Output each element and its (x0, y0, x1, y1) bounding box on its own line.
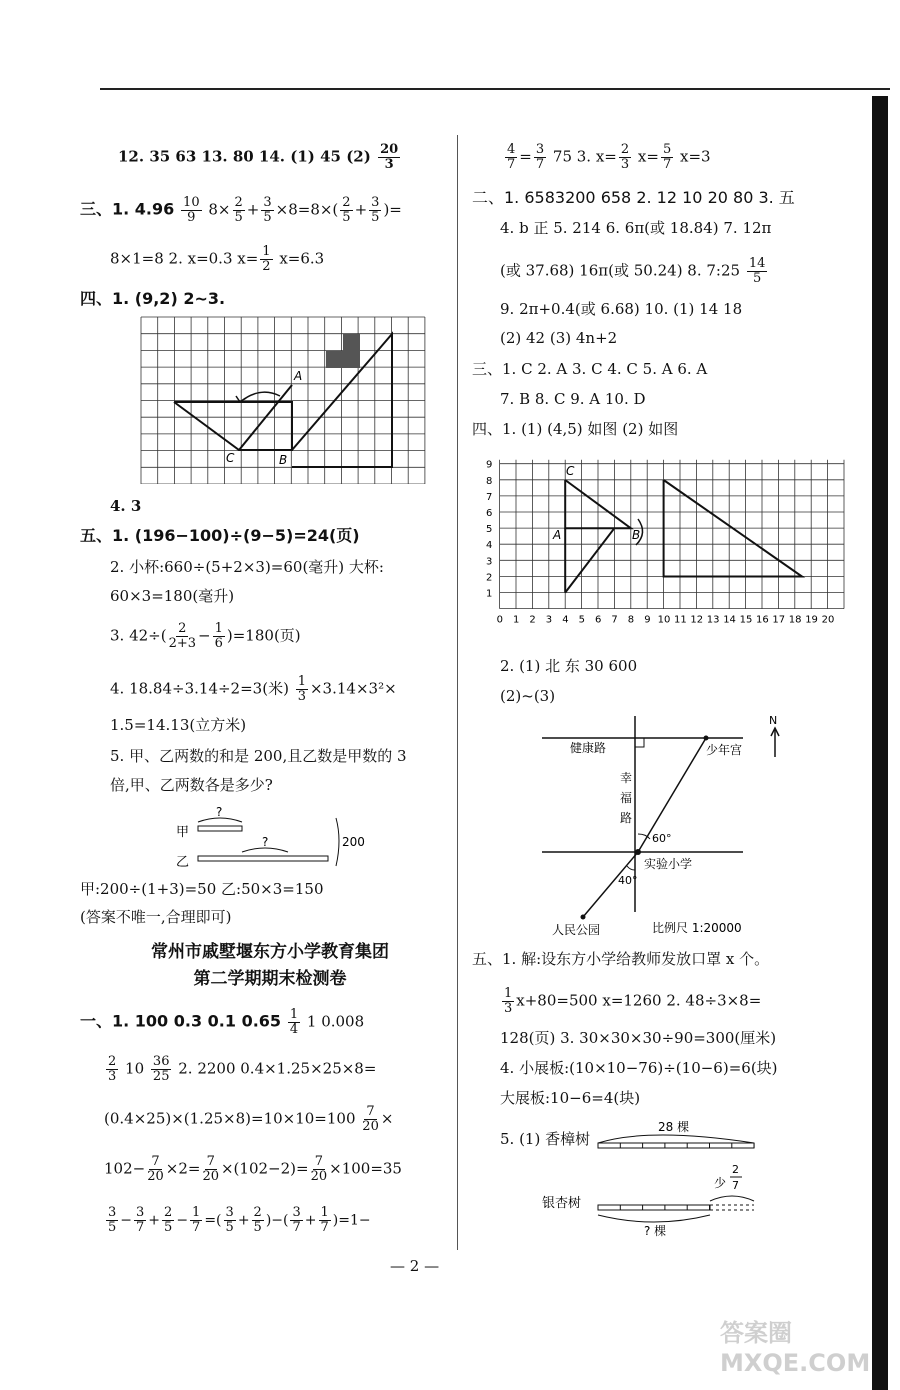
left-line-4: 四、1. (9,2) 2~3. (80, 289, 226, 308)
left-line-13: 倍,甲、乙两数各是多少? (110, 776, 273, 794)
page-number: — 2 — (390, 1257, 440, 1275)
right-line-11: (2)~(3) (500, 687, 556, 705)
left-line-5: 4. 3 (110, 497, 142, 515)
x-tick: 5 (578, 614, 585, 626)
right-line-2: 二、1. 6583200 658 2. 12 10 20 80 3. 五 (472, 188, 795, 207)
x-tick: 4 (562, 614, 569, 626)
svg-text:28 棵: 28 棵 (658, 1120, 690, 1134)
x-tick: 8 (627, 614, 635, 626)
svg-text:少: 少 (714, 1176, 727, 1190)
x-tick: 18 (788, 614, 802, 626)
segment-diagram-right (540, 1115, 780, 1240)
left-line-12: 5. 甲、乙两数的和是 200,且乙数是甲数的 3 (110, 747, 407, 765)
label-C: C (226, 451, 235, 465)
angle-40: 40° (618, 874, 638, 887)
y-tick: 8 (486, 475, 493, 487)
x-tick: 3 (545, 614, 553, 626)
y-tick-labels (486, 460, 492, 600)
road-label-1: 健康路 (570, 741, 607, 755)
svg-text:2: 2 (732, 1163, 739, 1176)
left-line-10: 4. 18.84÷3.14÷2=3(米) $\frac{1}{3}$ ×3.14×3²× (110, 674, 397, 704)
left-line-7: 2. 小杯:660÷(5+2×3)=60(毫升) 大杯: (110, 558, 384, 576)
top-rule (100, 88, 890, 90)
x-tick: 14 (723, 614, 736, 626)
x-tick: 16 (756, 614, 769, 626)
x-tick: 0 (496, 614, 503, 626)
x-tick: 7 (611, 614, 618, 626)
y-tick: 1 (486, 588, 493, 600)
angle-60: 60° (652, 832, 672, 845)
north-label: N (769, 714, 778, 727)
school-label: 实验小学 (644, 857, 693, 871)
right-line-17: 5. (1) 香樟树 (500, 1130, 591, 1148)
figure-lines (565, 480, 802, 593)
segment-diagram-left (170, 800, 390, 875)
right-line-10: 2. (1) 北 东 30 600 (500, 657, 638, 675)
right-line-13: $\frac{1}{3}$ x+80=500 x=1260 2. 48÷3×8= (504, 986, 762, 1016)
x-tick: 11 (674, 614, 687, 626)
shaded-cell (343, 351, 360, 368)
scale-label: 比例尺 1:20000 (652, 921, 742, 935)
left-line-16: 一、1. 100 0.3 0.1 0.65 $\frac{1}{4}$ 1 0.008 (80, 1007, 365, 1037)
left-line-11: 1.5=14.13(立方米) (110, 716, 247, 734)
grid-lines (500, 460, 844, 609)
svg-text:银杏树: 银杏树 (542, 1196, 582, 1211)
x-tick: 17 (772, 614, 786, 626)
right-line-14: 128(页) 3. 30×30×30÷90=300(厘米) (500, 1029, 777, 1047)
left-line-18: (0.4×25)×(1.25×8)=10×10=100 $\frac{7}{20}$ × (104, 1104, 394, 1134)
frac: $\frac{20}{3}$ (380, 142, 399, 172)
section-title-2: 第二学期期末检测卷 (193, 969, 347, 989)
x-tick: 9 (644, 614, 651, 626)
x-tick: 2 (529, 614, 536, 626)
park-label: 人民公园 (552, 923, 601, 937)
left-line-17: $\frac{2}{3}$ 10 $\frac{36}{25}$ 2. 2200 0.4×1.25×25×8= (108, 1054, 377, 1084)
svg-text:乙: 乙 (176, 855, 190, 870)
x-tick: 12 (690, 614, 704, 626)
right-line-12: 五、1. 解:设东方小学给教师发放口罩 x 个。 (472, 950, 770, 968)
left-line-1: 12. 35 63 13. 80 14. (1) 45 (2) $\frac{20}{3}$ (118, 142, 399, 172)
svg-text:甲: 甲 (176, 825, 190, 840)
right-line-8: 7. B 8. C 9. A 10. D (500, 390, 646, 408)
right-line-15: 4. 小展板:(10×10−76)÷(10−6)=6(块) (500, 1059, 778, 1077)
road-label-2a: 幸 (620, 771, 633, 785)
y-tick: 2 (486, 572, 493, 584)
road-label-2b: 福 (620, 791, 633, 805)
x-tick: 19 (805, 614, 818, 626)
right-line-1: $\frac{4}{7}$ = $\frac{3}{7}$ 75 3. x= $\frac{2}{3}$ x= $\frac{5}{7}$ x=3 (507, 142, 711, 172)
x-tick: 10 (657, 614, 671, 626)
coordinate-grid-right (478, 455, 848, 635)
column-divider (457, 135, 458, 1250)
watermark: 答案圈 MXQE.COM (720, 1319, 871, 1377)
left-line-14: 甲:200÷(1+3)=50 乙:50×3=150 (80, 880, 324, 898)
right-line-4: (或 37.68) 16π(或 50.24) 8. 7:25 $\frac{14}{5}$ (500, 256, 766, 286)
left-line-19: 102− $\frac{7}{20}$ ×2= $\frac{7}{20}$ ×(102−2)= $\frac{7}{20}$ ×100=35 (104, 1154, 402, 1184)
map-diagram (538, 712, 798, 940)
left-line-2: 三、1. 4.96 $\frac{10}{9}$ 8× $\frac{2}{5}$ + $\frac{3}{5}$ ×8=8×( $\frac{2}{5}$ + $\frac{3}{5}$ )= (80, 195, 402, 225)
x-tick: 20 (821, 614, 835, 626)
left-line-6: 五、1. (196−100)÷(9−5)=24(页) (80, 526, 360, 545)
x-tick-labels (497, 615, 835, 626)
right-line-6: (2) 42 (3) 4n+2 (500, 329, 618, 347)
svg-text:?: ? (262, 835, 269, 849)
y-tick: 3 (486, 556, 493, 568)
y-tick: 4 (486, 540, 493, 552)
label-A: A (294, 369, 303, 383)
label-A: A (553, 528, 562, 542)
shaded-cell (326, 351, 343, 368)
y-tick: 7 (486, 491, 493, 503)
left-line-8: 60×3=180(毫升) (110, 587, 235, 605)
right-edge-bar (872, 96, 888, 1390)
y-tick: 5 (486, 524, 493, 536)
right-line-16: 大展板:10−6=4(块) (500, 1089, 641, 1107)
x-tick: 1 (513, 614, 520, 626)
right-line-3: 4. b 正 5. 214 6. 6π(或 18.84) 7. 12π (500, 219, 772, 237)
section-title-1: 常州市戚墅堰东方小学教育集团 (151, 942, 389, 962)
right-line-9: 四、1. (1) (4,5) 如图 (2) 如图 (472, 420, 679, 438)
svg-text:?: ? (216, 805, 223, 819)
svg-text:7: 7 (732, 1179, 739, 1192)
road-label-2c: 路 (620, 811, 633, 825)
label-B: B (632, 528, 641, 542)
left-line-15: (答案不唯一,合理即可) (80, 908, 232, 926)
left-line-20: $\frac{3}{5}$ − $\frac{3}{7}$ + $\frac{2}{5}$ − $\frac{1}{7}$ =( $\frac{3}{5}$ + $\frac{2}{5}$ )−( $\frac{3}{7}$ + $\frac{1}{7}$ )=1− (108, 1205, 371, 1235)
shaded-cell (343, 334, 360, 351)
left-line-3: 8×1=8 2. x=0.3 x= $\frac{1}{2}$ x=6.3 (110, 244, 325, 274)
x-tick: 13 (706, 614, 720, 626)
label-B: B (279, 453, 288, 467)
left-line-9: 3. 42÷( $\frac{2}{2+3}$ − $\frac{1}{6}$ )=180(页) (110, 621, 301, 651)
x-tick: 6 (595, 614, 602, 626)
label-C: C (566, 464, 575, 478)
y-tick: 6 (486, 508, 493, 519)
grid-figure-left (140, 316, 432, 484)
svg-text:200: 200 (342, 835, 365, 849)
svg-text:? 棵: ? 棵 (644, 1224, 667, 1238)
right-line-5: 9. 2π+0.4(或 6.68) 10. (1) 14 18 (500, 300, 743, 318)
right-line-7: 三、1. C 2. A 3. C 4. C 5. A 6. A (472, 360, 708, 378)
x-tick: 15 (739, 614, 753, 626)
youth-palace-label: 少年宫 (706, 743, 743, 757)
y-tick: 9 (486, 459, 493, 471)
